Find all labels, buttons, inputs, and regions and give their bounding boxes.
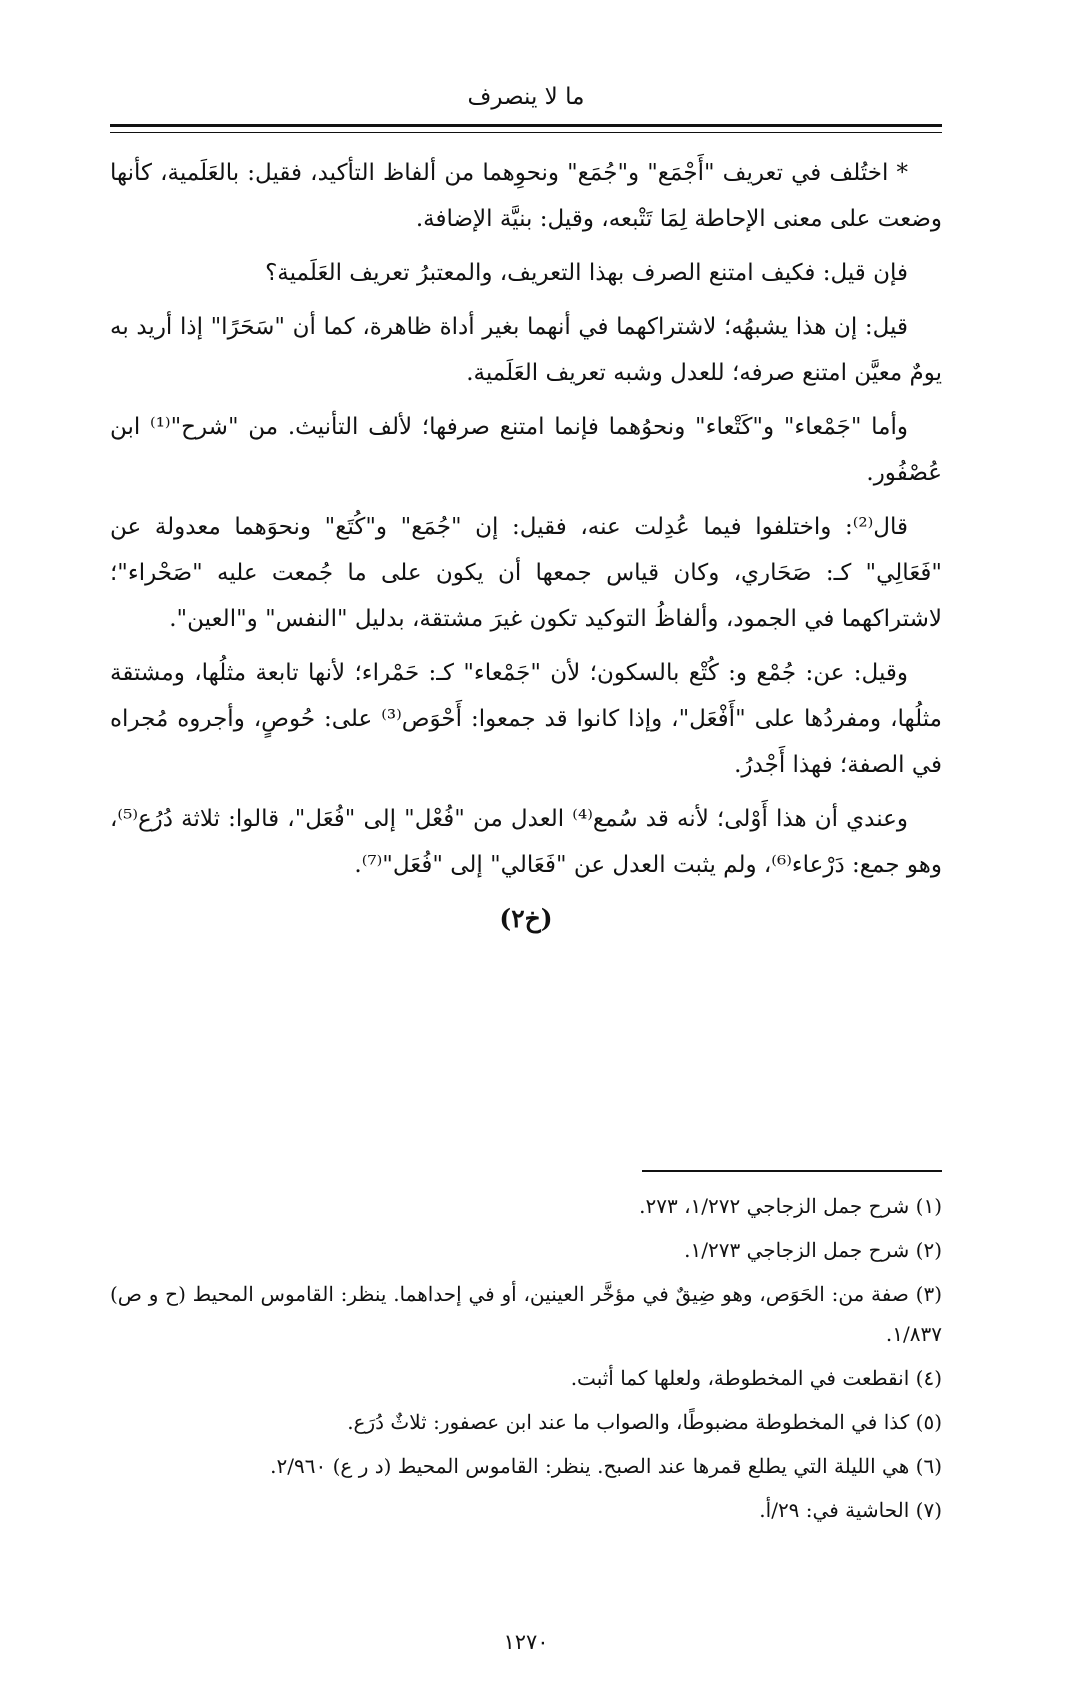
paragraph: وأما "جَمْعاء" و"كَتْعاء" ونحوُهما فإنما امتنع صرفها؛ لألف التأنيث. من "شرح"⁽¹⁾ ابن عُصْفُور. <box>110 414 942 486</box>
paragraph: وعندي أن هذا أَوْلى؛ لأنه قد سُمع⁽⁴⁾ العدل من "فُعْل" إلى "فُعَل"، قالوا: ثلاثة دُرُع⁽⁵⁾، وهو جمع: دَرْعاء⁽⁶⁾، ولم يثبت العدل عن "فَعَالي" إلى "فُعَل"⁽⁷⁾. <box>110 806 942 878</box>
running-header: ما لا ينصرف <box>467 84 585 110</box>
page-number: ١٢٧٠ <box>503 1630 549 1654</box>
footnote: (٢) شرح جمل الزجاجي ١/٢٧٣. <box>684 1238 942 1262</box>
footnote: (٤) انقطعت في المخطوطة، ولعلها كما أثبت. <box>570 1366 942 1390</box>
footnote: (٧) الحاشية في: ٢٩/أ. <box>759 1498 942 1522</box>
main-text <box>110 150 942 950</box>
paragraph: قال⁽²⁾: واختلفوا فيما عُدِلت عنه، فقيل: إن "جُمَع" و"كُتَع" ونحوَهما معدولة عن "فَعَالِي" كـ: صَحَاري، وكان قياس جمعها أن يكون على ما جُمعت عليه "صَحْراء"؛ لاشتراكهما في الجمود، وألفاظُ التوكيد تكون غيرَ مشتقة، بدليل "النفس" و"العين". <box>110 514 942 632</box>
header-rule-thin <box>110 132 942 133</box>
footnote: (١) شرح جمل الزجاجي ١/٢٧٢، ٢٧٣. <box>639 1194 942 1218</box>
footnote-separator <box>642 1170 942 1172</box>
paragraph: * اختُلف في تعريف "أَجْمَع" و"جُمَع" ونحوِهما من ألفاظ التأكيد، فقيل: بالعَلَمية، كأنها وضعت على معنى الإحاطة لِمَا تَتْبعه، وقيل: بنيَّة الإضافة. <box>110 160 942 232</box>
footnote: (٦) هي الليلة التي يطلع قمرها عند الصبح. ينظر: القاموس المحيط (د ر ع) ٢/٩٦٠. <box>270 1454 942 1478</box>
header-rule-thick <box>110 124 942 127</box>
footnotes <box>110 1186 942 1534</box>
paragraph: قيل: إن هذا يشبهُه؛ لاشتراكهما في أنهما بغير أداة ظاهرة، كما أن "سَحَرًا" إذا أريد به يومٌ معيَّن امتنع صرفه؛ للعدل وشبه تعريف العَلَمية. <box>110 314 942 386</box>
footnote: (٥) كذا في المخطوطة مضبوطًا، والصواب ما عند ابن عصفور: ثلاثٌ دُرَع. <box>347 1410 942 1434</box>
paragraph: فإن قيل: فكيف امتنع الصرف بهذا التعريف، والمعتبرُ تعريف العَلَمية؟ <box>265 260 908 286</box>
footnote: (٣) صفة من: الحَوَص، وهو ضِيقٌ في مؤخَّر العينين، أو في إحداهما. ينظر: القاموس المحيط (ح و ص) ١/٨٣٧. <box>110 1282 942 1346</box>
manuscript-marker: (خ٢) <box>499 904 553 933</box>
paragraph: وقيل: عن: جُمْع و: كُتْع بالسكون؛ لأن "جَمْعاء" كـ: حَمْراء؛ لأنها تابعة مثلُها، ومشتقة مثلُها، ومفردُها على "أَفْعَل"، وإذا كانوا قد جمعوا: أَحْوَص⁽³⁾ على: حُوصٍ، وأجروه مُجراه في الصفة؛ فهذا أَجْدرُ. <box>110 660 942 778</box>
